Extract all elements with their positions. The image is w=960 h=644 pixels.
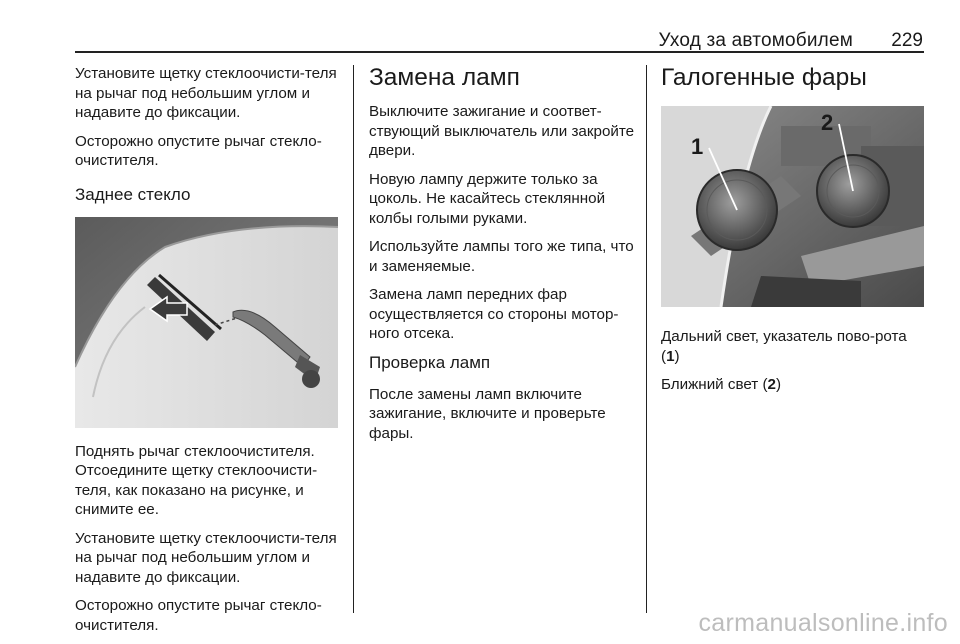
right-caption-2 (661, 375, 926, 395)
left-column (75, 64, 347, 644)
caption-2-end: ) (776, 376, 782, 393)
rear-wiper-figure (75, 217, 338, 428)
left-paragraph-3: Поднять рычаг стеклоочистителя. Отсоедините щетку стеклоочисти-теля, как показано на рисунке, и снимите ее. (75, 442, 318, 518)
left-paragraph-5: Осторожно опустите рычаг стекло-очистителя. (75, 597, 322, 634)
watermark: carmanualsonline.info (698, 609, 948, 637)
section-heading-rear-glass: Заднее стекло (75, 184, 191, 204)
right-caption-1 (661, 327, 926, 366)
left-paragraph-1: Установите щетку стеклоочисти-теля на рычаг под небольшим углом и надавите до фиксации. (75, 65, 337, 121)
left-paragraph-2: Осторожно опустите рычаг стекло-очистителя. (75, 132, 322, 169)
headlamp-figure (661, 106, 924, 307)
page-title: Уход за автомобилем (658, 30, 853, 51)
column-divider-1 (353, 65, 354, 613)
caption-1-text: Дальний свет, указатель пово-рота ( (661, 328, 907, 365)
figure-label-1: 1 (691, 134, 704, 159)
section-heading-lamp-check: Проверка ламп (369, 352, 491, 372)
page-number: 229 (891, 30, 923, 51)
page-header (75, 28, 923, 52)
middle-paragraph-3: Используйте лампы того же типа, что и заменяемые. (369, 238, 634, 275)
middle-paragraph-5: После замены ламп включите зажигание, включите и проверьте фары. (369, 385, 606, 442)
caption-1-number: 1 (666, 347, 675, 365)
middle-paragraph-4: Замена ламп передних фар осуществляется со стороны мотор-ного отсека. (369, 286, 619, 342)
figure-label-2: 2 (821, 110, 834, 135)
caption-2-number: 2 (767, 376, 776, 393)
section-heading-lamp-replacement: Замена ламп (369, 64, 520, 91)
header-rule (75, 51, 924, 53)
left-paragraph-4: Установите щетку стеклоочисти-теля на рычаг под небольшим углом и надавите до фиксации. (75, 529, 337, 586)
right-column (661, 64, 926, 404)
column-divider-2 (646, 65, 647, 613)
middle-paragraph-2: Новую лампу держите только за цоколь. Не касайтесь стеклянной колбы голыми руками. (369, 170, 606, 227)
caption-1-end: ) (674, 347, 680, 365)
caption-2-text: Ближний свет ( (661, 376, 768, 393)
middle-column (369, 64, 641, 452)
section-heading-halogen: Галогенные фары (661, 64, 867, 91)
middle-paragraph-1: Выключите зажигание и соответ-ствующий выключатель или закройте двери. (369, 103, 635, 159)
